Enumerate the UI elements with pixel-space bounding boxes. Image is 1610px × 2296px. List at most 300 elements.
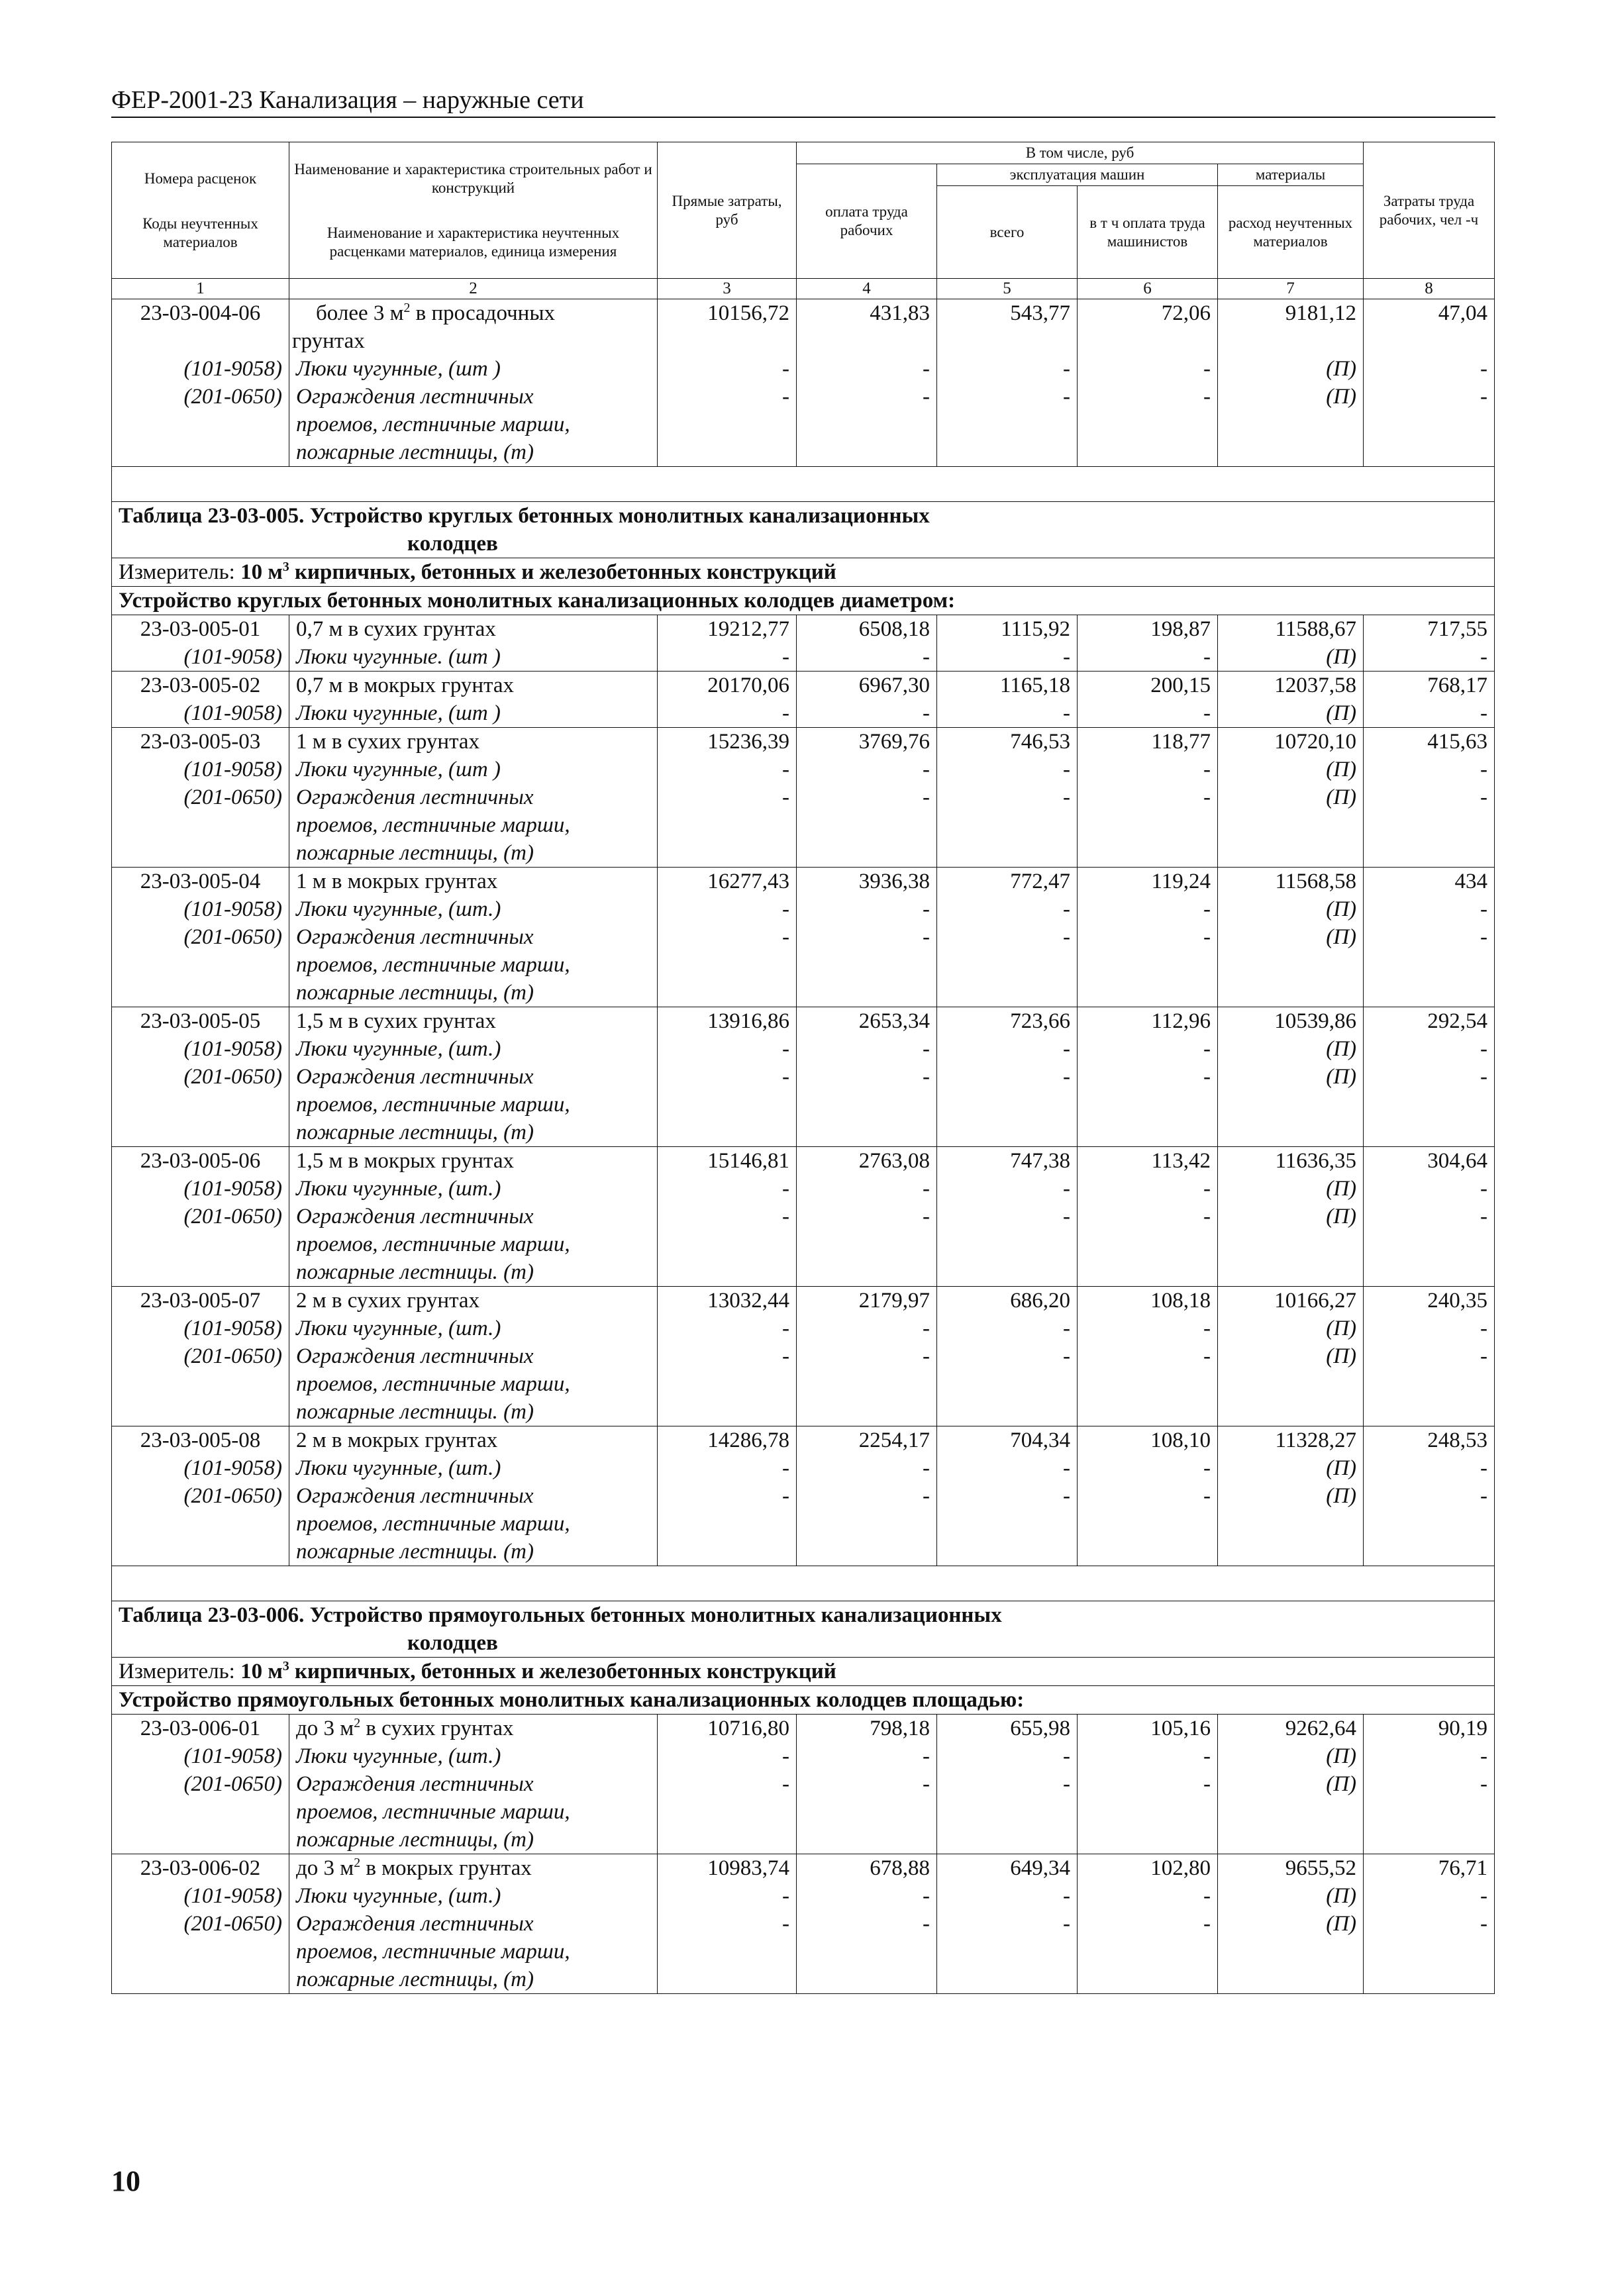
rate-value: 11636,35 (1218, 1147, 1364, 1175)
material-value-empty (1218, 1798, 1364, 1826)
material-value-empty (1364, 1510, 1495, 1538)
material-value: - (1364, 1175, 1495, 1203)
material-value-empty (1218, 1398, 1364, 1426)
material-row (112, 951, 1495, 979)
material-value: - (1078, 1342, 1218, 1370)
material-value-empty (797, 1510, 937, 1538)
rate-value: 678,88 (797, 1854, 937, 1883)
material-value-empty (658, 1258, 797, 1287)
price-table (111, 142, 1495, 1994)
rate-name: 1 м в сухих грунтах (289, 728, 658, 756)
material-value-empty (937, 438, 1078, 467)
material-name: проемов, лестничные марши, (289, 411, 658, 438)
material-value-empty (797, 1798, 937, 1826)
material-value: - (658, 756, 797, 783)
material-row (112, 1538, 1495, 1566)
material-name: пожарные лестницы, (т) (289, 1119, 658, 1147)
material-value-empty (1218, 1826, 1364, 1854)
material-row (112, 643, 1495, 672)
rate-value: 13032,44 (658, 1287, 797, 1315)
material-value: - (658, 1882, 797, 1910)
rate-row (112, 1426, 1495, 1455)
material-value: (П) (1218, 1482, 1364, 1510)
rate-name-text: более 3 м (316, 301, 404, 325)
material-value-empty (1078, 811, 1218, 839)
material-value-empty (1078, 951, 1218, 979)
rate-name-sup: 2 (403, 301, 411, 315)
subheading-row (112, 587, 1495, 615)
material-name: Люки чугунные, (шт.) (289, 1315, 658, 1342)
rate-code: 23-03-004-06 (112, 299, 289, 328)
rate-row (112, 1007, 1495, 1036)
material-name: Люки чугунные, (шт.) (289, 1454, 658, 1482)
material-name: пожарные лестницы, (т) (289, 1966, 658, 1994)
material-value-empty (1364, 1966, 1495, 1994)
material-row (112, 1798, 1495, 1826)
material-value: - (1078, 383, 1218, 411)
material-value: - (797, 1770, 937, 1798)
material-value-empty (797, 1370, 937, 1398)
rate-value: 1115,92 (937, 615, 1078, 644)
rate-value: 108,18 (1078, 1287, 1218, 1315)
material-code-empty (112, 1091, 289, 1119)
material-value-empty (1078, 438, 1218, 467)
material-value-empty (937, 1938, 1078, 1966)
rate-name: 0,7 м в сухих грунтах (289, 615, 658, 644)
header-machines-total: всего (937, 186, 1078, 279)
empty-cell (1364, 327, 1495, 355)
material-value: - (1364, 1882, 1495, 1910)
material-value: - (658, 1063, 797, 1091)
material-value: - (1078, 1063, 1218, 1091)
material-name: Люки чугунные. (шт ) (289, 643, 658, 672)
material-row (112, 1910, 1495, 1938)
material-value: - (658, 895, 797, 923)
rate-value: 112,96 (1078, 1007, 1218, 1036)
rate-value: 11328,27 (1218, 1426, 1364, 1455)
rate-value: 1165,18 (937, 672, 1078, 700)
material-value: - (797, 1203, 937, 1230)
material-value-empty (937, 1966, 1078, 1994)
material-value: - (937, 1342, 1078, 1370)
rate-value: 12037,58 (1218, 672, 1364, 700)
material-value-empty (797, 1826, 937, 1854)
material-code-empty (112, 1119, 289, 1147)
column-number: 2 (289, 279, 658, 299)
material-value-empty (658, 1370, 797, 1398)
material-code: (201-0650) (112, 923, 289, 951)
table-title-row (112, 1601, 1495, 1658)
rate-value: 2763,08 (797, 1147, 937, 1175)
material-value-empty (1364, 1538, 1495, 1566)
column-number: 4 (797, 279, 937, 299)
material-value: - (937, 1035, 1078, 1063)
material-value-empty (658, 839, 797, 868)
material-value: - (937, 1203, 1078, 1230)
material-code: (201-0650) (112, 383, 289, 411)
rate-value: 198,87 (1078, 615, 1218, 644)
material-row (112, 411, 1495, 438)
material-value-empty (1364, 979, 1495, 1007)
rate-value: 20170,06 (658, 672, 797, 700)
rate-row (112, 1147, 1495, 1175)
header-code (112, 142, 289, 279)
material-row (112, 1035, 1495, 1063)
rate-row (112, 1715, 1495, 1743)
material-value: - (937, 1315, 1078, 1342)
meter-row (112, 1658, 1495, 1686)
material-value: - (797, 1035, 937, 1063)
page-number: 10 (111, 2165, 140, 2197)
rate-value: 47,04 (1364, 299, 1495, 328)
material-row (112, 1398, 1495, 1426)
material-value: - (1078, 783, 1218, 811)
material-value: - (797, 699, 937, 728)
material-value: - (1364, 1035, 1495, 1063)
material-value-empty (937, 839, 1078, 868)
material-value: - (937, 923, 1078, 951)
material-name: проемов, лестничные марши, (289, 1091, 658, 1119)
material-value-empty (1364, 1119, 1495, 1147)
material-row (112, 1510, 1495, 1538)
material-value-empty (1218, 1538, 1364, 1566)
material-value: - (797, 783, 937, 811)
material-value-empty (1218, 951, 1364, 979)
rate-name (289, 1854, 658, 1883)
header-code-top: Номера расценок (144, 170, 257, 187)
material-row (112, 756, 1495, 783)
material-value-empty (1218, 1091, 1364, 1119)
material-value-empty (937, 1538, 1078, 1566)
rate-value: 798,18 (797, 1715, 937, 1743)
material-row (112, 1091, 1495, 1119)
table-title (112, 502, 1495, 558)
material-value-empty (1364, 1370, 1495, 1398)
material-value-empty (1364, 1091, 1495, 1119)
material-value-empty (1218, 979, 1364, 1007)
rate-value: 2179,97 (797, 1287, 937, 1315)
material-value-empty (937, 1119, 1078, 1147)
meter-sup: 3 (282, 560, 289, 574)
rate-value: 3769,76 (797, 728, 937, 756)
material-name: пожарные лестницы. (т) (289, 1398, 658, 1426)
material-value: - (797, 1910, 937, 1938)
material-value-empty (1364, 1230, 1495, 1258)
material-value: - (1078, 1315, 1218, 1342)
material-code: (201-0650) (112, 1063, 289, 1091)
material-row (112, 1454, 1495, 1482)
material-row (112, 1770, 1495, 1798)
material-name: проемов, лестничные марши, (289, 951, 658, 979)
empty-cell (112, 327, 289, 355)
material-value-empty (937, 1510, 1078, 1538)
material-name: Ограждения лестничных (289, 1770, 658, 1798)
material-value: - (1078, 1203, 1218, 1230)
rate-value: 10539,86 (1218, 1007, 1364, 1036)
material-value-empty (937, 1258, 1078, 1287)
rate-row (112, 1854, 1495, 1883)
material-value-empty (658, 1510, 797, 1538)
table-title-line2: колодцев (407, 1631, 498, 1655)
material-value-empty (1218, 1119, 1364, 1147)
material-value-empty (937, 1398, 1078, 1426)
material-value: - (937, 355, 1078, 383)
material-value-empty (797, 979, 937, 1007)
material-value-empty (1078, 1538, 1218, 1566)
material-value: (П) (1218, 923, 1364, 951)
material-code: (101-9058) (112, 895, 289, 923)
material-code: (101-9058) (112, 1742, 289, 1770)
material-code-empty (112, 1258, 289, 1287)
material-value: - (937, 1482, 1078, 1510)
material-code: (101-9058) (112, 1175, 289, 1203)
material-value: - (658, 783, 797, 811)
material-code-empty (112, 1370, 289, 1398)
rate-name-sup: 2 (354, 1856, 361, 1870)
material-row (112, 383, 1495, 411)
rate-value: 14286,78 (658, 1426, 797, 1455)
material-value: - (658, 1342, 797, 1370)
material-value: - (1364, 1742, 1495, 1770)
material-value-empty (797, 1091, 937, 1119)
rate-value: 76,71 (1364, 1854, 1495, 1883)
material-value: - (797, 1482, 937, 1510)
material-value: (П) (1218, 1315, 1364, 1342)
material-value-empty (937, 979, 1078, 1007)
material-value: - (937, 643, 1078, 672)
material-value-empty (797, 1258, 937, 1287)
material-value-empty (658, 979, 797, 1007)
material-code: (101-9058) (112, 756, 289, 783)
material-row (112, 1258, 1495, 1287)
material-name: Люки чугунные, (шт ) (289, 699, 658, 728)
material-name: пожарные лестницы, (т) (289, 979, 658, 1007)
material-value-empty (658, 1966, 797, 1994)
material-name: Люки чугунные, (шт.) (289, 1742, 658, 1770)
material-row (112, 699, 1495, 728)
material-value-empty (1078, 1091, 1218, 1119)
rate-value: 200,15 (1078, 672, 1218, 700)
rate-value: 723,66 (937, 1007, 1078, 1036)
header-name (289, 142, 658, 279)
material-value: - (937, 383, 1078, 411)
header-machinist-pay: в т ч оплата труда машинистов (1078, 186, 1218, 279)
material-value-empty (658, 811, 797, 839)
material-code-empty (112, 1510, 289, 1538)
rate-value: 434 (1364, 868, 1495, 896)
material-value-empty (797, 1966, 937, 1994)
material-row (112, 1882, 1495, 1910)
table-title-line1: Таблица 23-03-005. Устройство круглых бетонных монолитных канализационных (119, 504, 930, 528)
rate-value: 9262,64 (1218, 1715, 1364, 1743)
column-number: 6 (1078, 279, 1218, 299)
material-value: - (937, 1910, 1078, 1938)
material-value-empty (1364, 438, 1495, 467)
material-value: - (1364, 783, 1495, 811)
rate-value: 19212,77 (658, 615, 797, 644)
material-name: Ограждения лестничных (289, 1203, 658, 1230)
material-code-empty (112, 1398, 289, 1426)
material-value-empty (658, 438, 797, 467)
table-title-line1: Таблица 23-03-006. Устройство прямоугольных бетонных монолитных канализационных (119, 1603, 1002, 1627)
rate-value: 292,54 (1364, 1007, 1495, 1036)
rate-name (289, 299, 658, 328)
material-value: - (937, 1063, 1078, 1091)
material-value: (П) (1218, 1342, 1364, 1370)
rate-name-text: до 3 м (296, 1856, 354, 1880)
rate-name-sup: 2 (354, 1716, 361, 1730)
material-code: (101-9058) (112, 1882, 289, 1910)
material-value: - (1078, 923, 1218, 951)
material-row (112, 1119, 1495, 1147)
material-value-empty (797, 811, 937, 839)
material-row (112, 1826, 1495, 1854)
material-value-empty (658, 1798, 797, 1826)
subheading: Устройство круглых бетонных монолитных канализационных колодцев диаметром: (112, 587, 1495, 615)
material-value: - (797, 1342, 937, 1370)
material-code-empty (112, 1826, 289, 1854)
material-value-empty (937, 1091, 1078, 1119)
material-value: - (658, 1175, 797, 1203)
material-value: - (797, 1742, 937, 1770)
rate-name-text: до 3 м (296, 1717, 354, 1740)
material-value: - (1364, 1910, 1495, 1938)
material-name: проемов, лестничные марши, (289, 1798, 658, 1826)
material-value: - (797, 1315, 937, 1342)
material-row (112, 783, 1495, 811)
running-header: ФЕР-2001-23 Канализация – наружные сети (111, 85, 1495, 118)
material-value: - (658, 1454, 797, 1482)
material-value: - (1078, 1882, 1218, 1910)
material-value-empty (658, 1398, 797, 1426)
material-value: (П) (1218, 1175, 1364, 1203)
material-value: - (937, 1770, 1078, 1798)
rate-value: 6508,18 (797, 615, 937, 644)
material-value: - (1364, 1063, 1495, 1091)
material-value-empty (1364, 839, 1495, 868)
material-value: - (1078, 756, 1218, 783)
rate-value: 686,20 (937, 1287, 1078, 1315)
material-value: - (1078, 1175, 1218, 1203)
rate-value: 16277,43 (658, 868, 797, 896)
material-value-empty (1364, 811, 1495, 839)
material-name: проемов, лестничные марши, (289, 1510, 658, 1538)
material-value: - (658, 1203, 797, 1230)
empty-cell (1078, 327, 1218, 355)
material-name: Люки чугунные, (шт ) (289, 355, 658, 383)
material-row (112, 1230, 1495, 1258)
rate-name: 2 м в мокрых грунтах (289, 1426, 658, 1455)
rate-code: 23-03-005-07 (112, 1287, 289, 1315)
rate-code: 23-03-005-05 (112, 1007, 289, 1036)
material-value: - (1078, 1035, 1218, 1063)
rate-code: 23-03-005-04 (112, 868, 289, 896)
rate-name: 1,5 м в мокрых грунтах (289, 1147, 658, 1175)
rate-value: 10156,72 (658, 299, 797, 328)
material-name: Люки чугунные, (шт.) (289, 1035, 658, 1063)
material-value: - (1364, 756, 1495, 783)
rate-value: 543,77 (937, 299, 1078, 328)
material-value-empty (1078, 1798, 1218, 1826)
material-value: - (658, 1742, 797, 1770)
rate-row (112, 615, 1495, 644)
material-row (112, 923, 1495, 951)
material-row (112, 1482, 1495, 1510)
material-value: - (1078, 895, 1218, 923)
material-code: (201-0650) (112, 1482, 289, 1510)
material-code-empty (112, 951, 289, 979)
rate-value: 108,10 (1078, 1426, 1218, 1455)
material-value-empty (1078, 1510, 1218, 1538)
material-value: - (1078, 1770, 1218, 1798)
rate-row (112, 728, 1495, 756)
table-title-line2: колодцев (407, 532, 498, 556)
rate-row (112, 1287, 1495, 1315)
material-row (112, 1063, 1495, 1091)
rate-name (289, 1715, 658, 1743)
material-value: - (1364, 643, 1495, 672)
rate-value: 717,55 (1364, 615, 1495, 644)
material-value-empty (937, 411, 1078, 438)
meter-row (112, 558, 1495, 587)
material-row (112, 1938, 1495, 1966)
material-value: (П) (1218, 1454, 1364, 1482)
material-value-empty (1364, 1398, 1495, 1426)
material-value-empty (797, 411, 937, 438)
material-name: проемов, лестничные марши, (289, 1370, 658, 1398)
material-value: (П) (1218, 355, 1364, 383)
material-value-empty (1218, 1230, 1364, 1258)
material-value-empty (1364, 1826, 1495, 1854)
header-materials-use: расход неучтенных материалов (1218, 186, 1364, 279)
material-name: проемов, лестничные марши, (289, 811, 658, 839)
rate-name-text: в мокрых грунтах (360, 1856, 532, 1880)
material-row (112, 895, 1495, 923)
material-value-empty (797, 839, 937, 868)
header-name-bottom: Наименование и характеристика неучтенных расценками материалов, единица измерения (327, 224, 620, 260)
material-name: Люки чугунные, (шт.) (289, 1882, 658, 1910)
rate-value: 13916,86 (658, 1007, 797, 1036)
rate-row (112, 868, 1495, 896)
header-labor-pay: оплата труда рабочих (797, 164, 937, 279)
material-value: (П) (1218, 1035, 1364, 1063)
material-value: (П) (1218, 1910, 1364, 1938)
material-value: - (797, 1175, 937, 1203)
header-name-top: Наименование и характеристика строительных работ и конструкций (294, 160, 652, 196)
rate-value: 431,83 (797, 299, 937, 328)
material-code: (201-0650) (112, 1770, 289, 1798)
meter-sup: 3 (282, 1659, 289, 1673)
rate-name-continuation-row (112, 327, 1495, 355)
material-value: - (797, 1882, 937, 1910)
material-value-empty (1078, 1966, 1218, 1994)
empty-cell (658, 327, 797, 355)
material-value: (П) (1218, 643, 1364, 672)
material-value-empty (1078, 411, 1218, 438)
material-code: (201-0650) (112, 1203, 289, 1230)
rate-value: 15236,39 (658, 728, 797, 756)
material-code: (101-9058) (112, 1454, 289, 1482)
rate-value: 11588,67 (1218, 615, 1364, 644)
material-value: - (658, 1770, 797, 1798)
rate-value: 118,77 (1078, 728, 1218, 756)
rate-value: 240,35 (1364, 1287, 1495, 1315)
material-value-empty (658, 411, 797, 438)
material-value-empty (1364, 411, 1495, 438)
material-name: Люки чугунные, (шт.) (289, 895, 658, 923)
rate-code: 23-03-005-03 (112, 728, 289, 756)
material-value: - (1078, 1454, 1218, 1482)
